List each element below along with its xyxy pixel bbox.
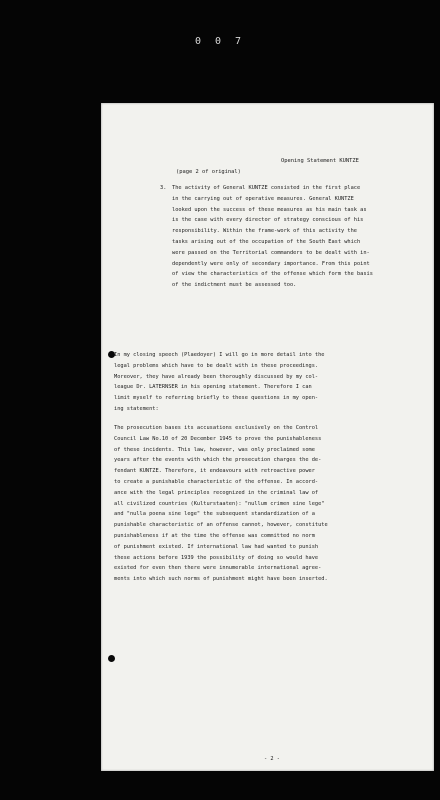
text-line: ing statement: — [114, 405, 159, 412]
text-line: Council Law No.10 of 20 December 1945 to prove the punishableness — [114, 435, 322, 442]
paragraph-number: 3. — [160, 185, 167, 191]
text-line: league Dr. LATERNSER in his opening statement. Therefore I can — [114, 384, 312, 391]
text-line: of view the characteristics of the offense which form the basis — [172, 271, 373, 278]
paragraph-closing-speech — [114, 350, 424, 415]
text-line: In my closing speech (Plaedoyer) I will go in more detail into the — [114, 352, 325, 358]
text-line: tasks arising out of the occupation of the South East which — [172, 238, 361, 245]
text-line: were passed on the Territorial commanders to be dealt with in- — [172, 249, 370, 256]
frame-number: 0 0 7 — [194, 36, 246, 47]
text-line: ance with the legal principles recognized in the criminal law of — [114, 489, 319, 496]
text-line: existed for even then there were innumerable international agree- — [114, 565, 322, 572]
text-line: years after the events with which the prosecution charges the de- — [114, 457, 322, 464]
text-line: The activity of General KUNTZE consisted in the first place — [172, 185, 361, 191]
text-line: responsibility. Within the frame-work of this activity the — [172, 228, 357, 235]
paragraph-3 — [172, 183, 424, 291]
text-line: in the carrying out of operative measures. General KUNTZE — [172, 195, 354, 202]
text-line: and "nulla poena sine lege" the subsequent standardization of a — [114, 511, 315, 518]
paragraph-prosecution — [114, 423, 424, 585]
text-line: all civilized countries (Kulturstaaten): "nullum crimen sine lege" — [114, 500, 325, 507]
text-line: punishable characteristic of an offense cannot, however, constitute — [114, 522, 328, 529]
text-line: Moreover, they have already been thoroughly discussed by my col- — [114, 373, 319, 380]
document-title: Opening Statement KUNTZE — [281, 158, 359, 164]
page-number: - 2 - — [264, 756, 280, 762]
text-line: to create a punishable characteristic of the offense. In accord- — [114, 478, 319, 485]
document-page — [101, 103, 434, 771]
text-line: of punishment existed. If international law had wanted to punish — [114, 543, 319, 550]
text-line: these actions before 1939 the possibility of doing so would have — [114, 554, 319, 561]
text-line: ments into which such norms of punishment might have been inserted. — [114, 576, 328, 583]
text-line: looked upon the success of these measures as his main task as — [172, 206, 367, 213]
text-line: fendant KUNTZE. Therefore, it endeavours with retroactive power — [114, 468, 315, 475]
punch-hole — [108, 655, 115, 662]
text-line: of the indictment must be assessed too. — [172, 282, 297, 289]
text-line: of these incidents. This law, however, was only proclaimed some — [114, 446, 315, 453]
text-line: limit myself to referring briefly to these questions in my open- — [114, 395, 319, 402]
text-line: dependently were only of secondary importance. From this point — [172, 260, 370, 267]
text-line: The prosecution bases its accusations exclusively on the Control — [114, 425, 319, 431]
document-subtitle: (page 2 of original) — [176, 169, 241, 175]
text-line: punishableness if at the time the offense was committed no norm — [114, 532, 315, 539]
text-line: is the case with every director of strategy conscious of his — [172, 217, 364, 224]
text-line: legal problems which have to be dealt with in these proceedings. — [114, 362, 319, 369]
